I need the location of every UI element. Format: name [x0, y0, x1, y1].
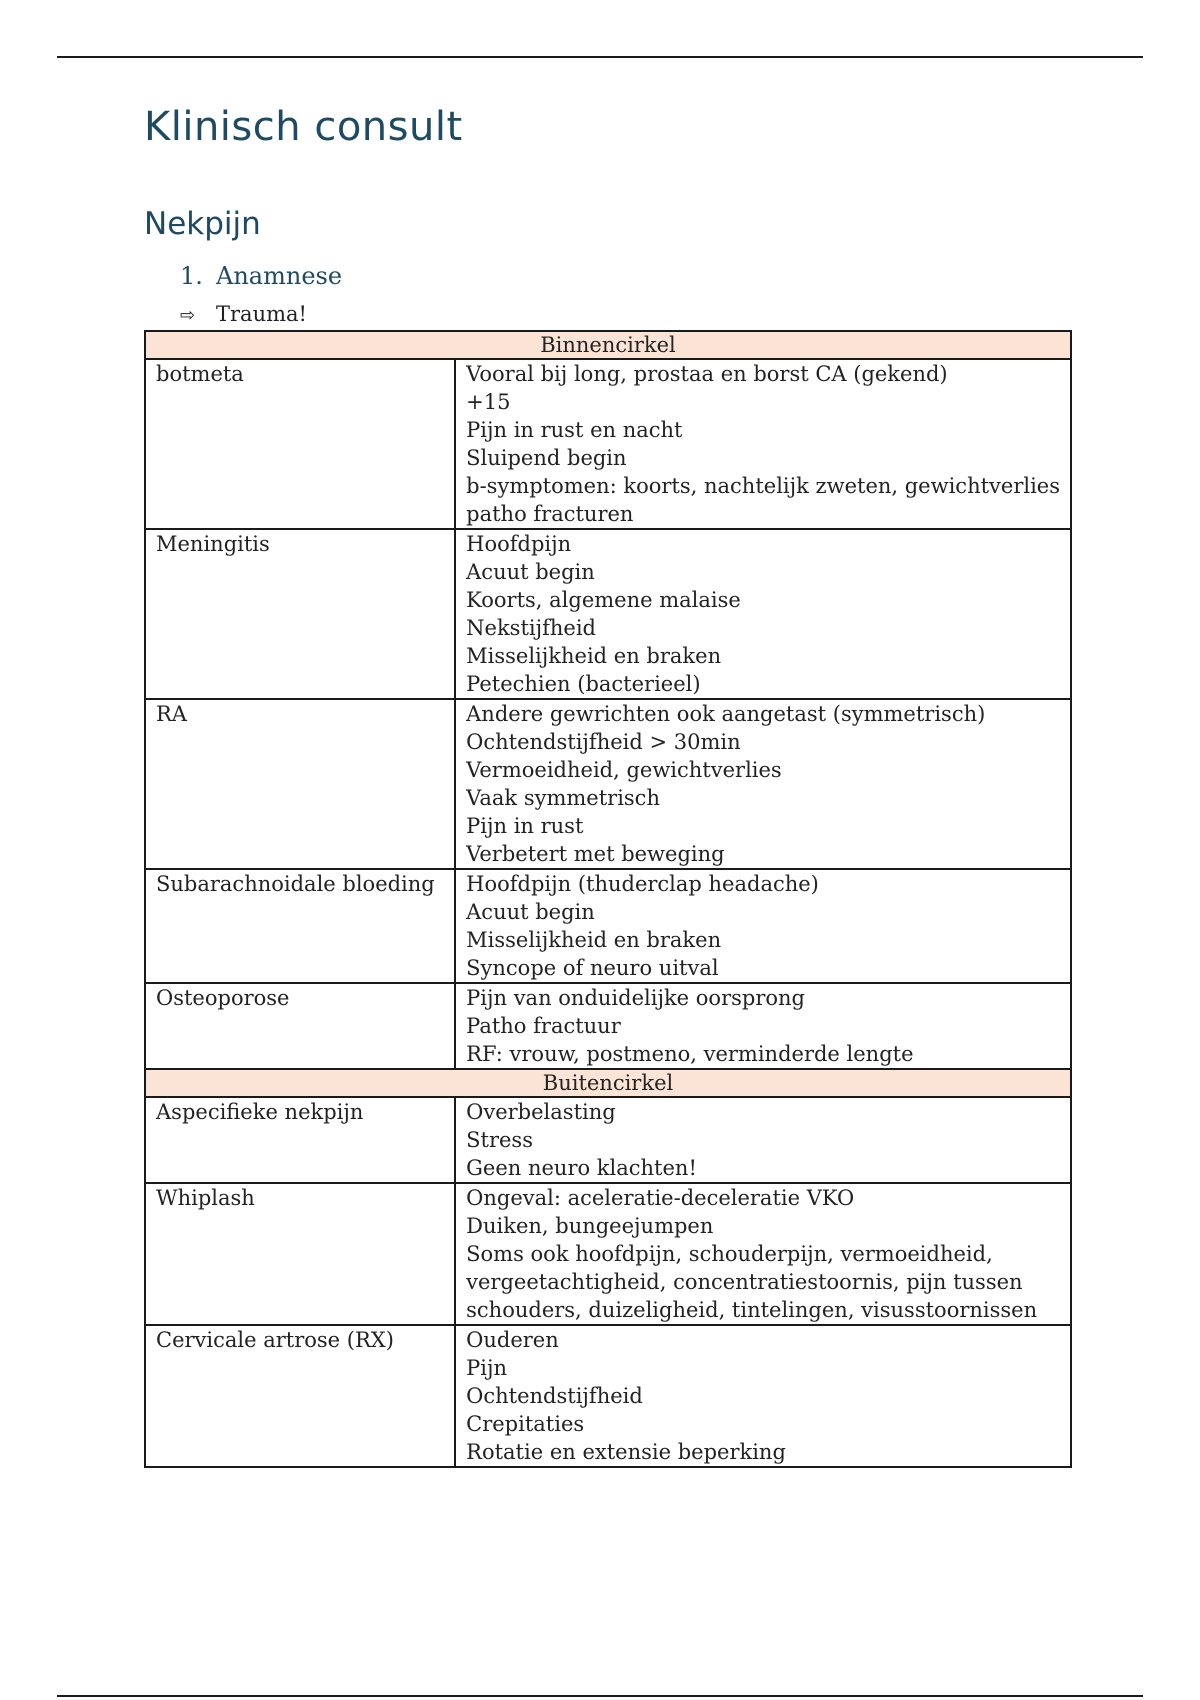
details-cell	[455, 1325, 1071, 1467]
details-cell	[455, 983, 1071, 1069]
list-label: Anamnese	[216, 262, 343, 290]
list-number: 1.	[180, 262, 203, 290]
details-cell	[455, 699, 1071, 869]
detail-line: Sluipend begin	[466, 446, 627, 470]
table-row	[145, 1325, 1071, 1467]
detail-line: Andere gewrichten ook aangetast (symmetrisch)	[466, 702, 986, 726]
details-cell	[455, 1097, 1071, 1183]
detail-line: Geen neuro klachten!	[466, 1156, 697, 1180]
bottom-rule	[57, 1695, 1143, 1697]
detail-line: Pijn van onduidelijke oorsprong	[466, 986, 805, 1010]
bullet-text: Trauma!	[216, 302, 307, 326]
detail-line: Ouderen	[466, 1328, 559, 1352]
numbered-list-item	[180, 262, 342, 290]
detail-line: Vooral bij long, prostaa en borst CA (gekend)	[466, 362, 948, 386]
detail-line: Nekstijfheid	[466, 616, 596, 640]
detail-line: Misselijkheid en braken	[466, 644, 722, 668]
detail-line: Petechien (bacterieel)	[466, 672, 701, 696]
detail-line: Hoofdpijn	[466, 532, 572, 556]
arrow-right-icon: ⇨	[180, 305, 196, 326]
detail-line: Duiken, bungeejumpen	[466, 1214, 714, 1238]
detail-line: Stress	[466, 1128, 533, 1152]
detail-line: Vermoeidheid, gewichtverlies	[466, 758, 782, 782]
detail-line: Soms ook hoofdpijn, schouderpijn, vermoeidheid, vergeetachtigheid, concentratiestoornis, pijn tussen schouders, duizeligheid, tintelingen, visusstoornissen	[466, 1242, 1038, 1322]
page-title: Klinisch consult	[144, 104, 463, 150]
section-heading: Nekpijn	[144, 206, 261, 242]
detail-line: Ochtendstijfheid > 30min	[466, 730, 741, 754]
condition-cell: Meningitis	[145, 529, 455, 699]
details-cell	[455, 869, 1071, 983]
detail-line: Ongeval: aceleratie-deceleratie VKO	[466, 1186, 855, 1210]
table-row	[145, 529, 1071, 699]
detail-line: Vaak symmetrisch	[466, 786, 660, 810]
detail-line: Koorts, algemene malaise	[466, 588, 741, 612]
detail-line: Hoofdpijn (thuderclap headache)	[466, 872, 819, 896]
condition-cell: Whiplash	[145, 1183, 455, 1325]
detail-line: patho fracturen	[466, 502, 634, 526]
detail-line: Verbetert met beweging	[466, 842, 725, 866]
group-header: Binnencirkel	[145, 331, 1071, 359]
details-cell	[455, 529, 1071, 699]
detail-line: Pijn in rust	[466, 814, 584, 838]
condition-cell: botmeta	[145, 359, 455, 529]
detail-line: Patho fractuur	[466, 1014, 621, 1038]
detail-line: +15	[466, 390, 511, 414]
condition-cell: Osteoporose	[145, 983, 455, 1069]
group-header-row	[145, 1069, 1071, 1097]
detail-line: Crepitaties	[466, 1412, 585, 1436]
condition-cell: Aspecifieke nekpijn	[145, 1097, 455, 1183]
table-row	[145, 1183, 1071, 1325]
table-row	[145, 359, 1071, 529]
detail-line: Overbelasting	[466, 1100, 616, 1124]
condition-cell: RA	[145, 699, 455, 869]
detail-line: RF: vrouw, postmeno, verminderde lengte	[466, 1042, 914, 1066]
condition-cell: Cervicale artrose (RX)	[145, 1325, 455, 1467]
table-row	[145, 699, 1071, 869]
table-row	[145, 983, 1071, 1069]
top-rule	[57, 56, 1143, 58]
detail-line: Acuut begin	[466, 900, 595, 924]
group-header-row	[145, 331, 1071, 359]
details-cell	[455, 359, 1071, 529]
bullet-item	[180, 302, 307, 326]
detail-line: b-symptomen: koorts, nachtelijk zweten, gewichtverlies	[466, 474, 1060, 498]
detail-line: Syncope of neuro uitval	[466, 956, 719, 980]
condition-cell: Subarachnoidale bloeding	[145, 869, 455, 983]
details-cell	[455, 1183, 1071, 1325]
table-row	[145, 869, 1071, 983]
group-header: Buitencirkel	[145, 1069, 1071, 1097]
detail-line: Ochtendstijfheid	[466, 1384, 643, 1408]
detail-line: Pijn in rust en nacht	[466, 418, 683, 442]
detail-line: Acuut begin	[466, 560, 595, 584]
detail-line: Pijn	[466, 1356, 508, 1380]
detail-line: Rotatie en extensie beperking	[466, 1440, 786, 1464]
differential-diagnosis-table	[144, 330, 1072, 1468]
detail-line: Misselijkheid en braken	[466, 928, 722, 952]
table-row	[145, 1097, 1071, 1183]
